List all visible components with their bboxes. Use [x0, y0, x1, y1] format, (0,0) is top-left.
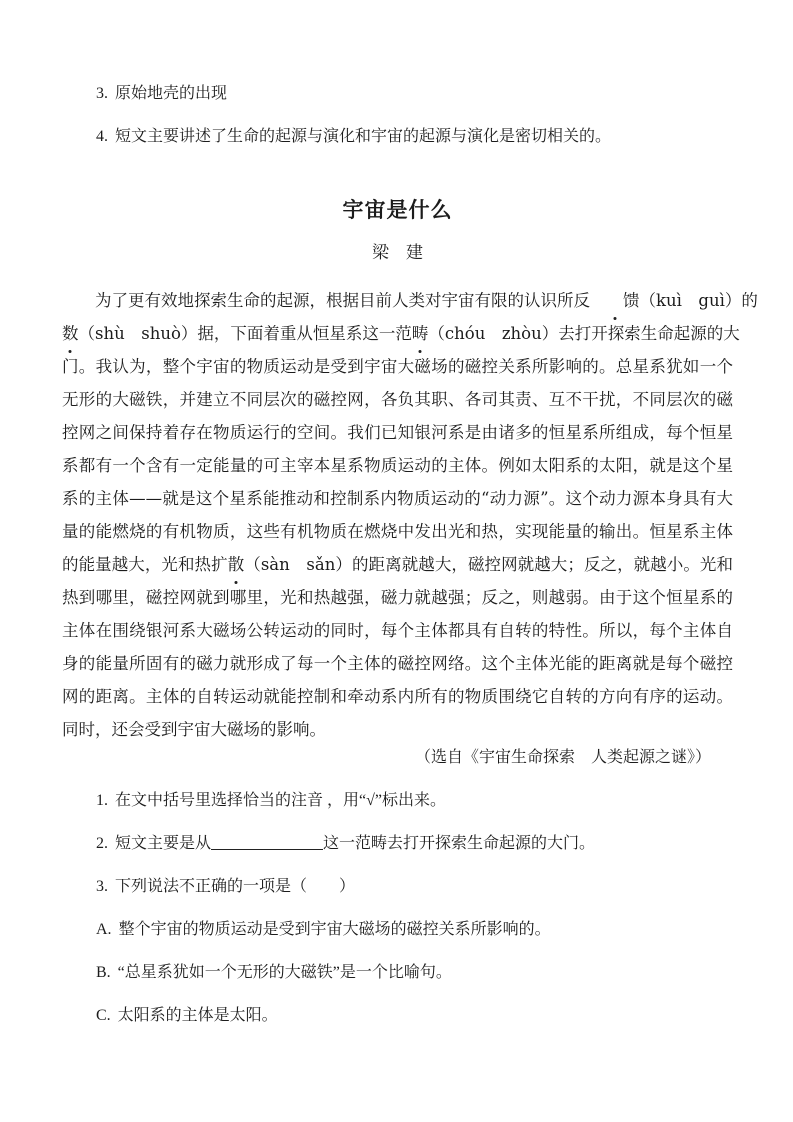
article-body-line: 系都有一个含有一定能量的可主宰本星系物质运动的主体。例如太阳系的太阳，就是这个星: [62, 456, 733, 475]
article-author: 梁 建: [372, 243, 423, 263]
article-body-line: 无形的大磁铁，并建立不同层次的磁控网，各负其职、各司其责、互不干扰，不同层次的磁: [62, 390, 733, 409]
article-body-line: 网的距离。主体的自转运动就能控制和牵动系内所有的物质围绕它自转的方向有序的运动。: [62, 687, 733, 706]
question-item: 3. 下列说法不正确的一项是（ ）: [96, 878, 356, 895]
prev-question-item: 4. 短文主要讲述了生命的起源与演化和宇宙的起源与演化是密切相关的。: [96, 128, 612, 145]
item-number: A.: [96, 921, 112, 938]
emphasis-char: 散: [228, 548, 245, 581]
option-item: B. “总星系犹如一个无形的大磁铁”是一个比喻句。: [96, 964, 452, 981]
article-title: 宇宙是什么: [342, 199, 453, 222]
article-body-line: 主体在围绕银河系大磁场公转运动的同时，每个主体都具有自转的特性。所以，每个主体自: [62, 621, 733, 640]
article-body-line: 的能量越大，光和热扩散（sàn sǎn）的距离就越大，磁控网就越大；反之，就越小。光和: [62, 548, 733, 581]
item-number: 3.: [96, 878, 108, 895]
article-body-line: 同时，还会受到宇宙大磁场的影响。: [62, 720, 326, 739]
prev-question-item: 3. 原始地壳的出现: [96, 85, 228, 102]
emphasis-char: 数: [62, 317, 79, 350]
article-body-line: 控网之间保持着存在物质运行的空间。我们已知银河系是由诸多的恒星系所组成，每个恒星: [62, 423, 733, 442]
article-body-line: 数（shù shuò）据，下面着重从恒星系这一范畴（chóu zhòu）去打开探索生命起源的大: [62, 317, 733, 350]
article-body: [62, 284, 758, 746]
article-body-line: 身的能量所固有的磁力就形成了每一个主体的磁控网络。这个主体光能的距离就是每个磁控: [62, 654, 733, 673]
question-item: 1. 在文中括号里选择恰当的注音 ，用“√”标出来。: [96, 792, 446, 809]
option-item: C. 太阳系的主体是太阳。: [96, 1007, 278, 1024]
item-number: 1.: [96, 792, 108, 809]
previous-questions-section: [62, 85, 733, 146]
fill-in-blank: [211, 835, 323, 850]
item-number: 2.: [96, 835, 108, 852]
option-item: A. 整个宇宙的物质运动是受到宇宙大磁场的磁控关系所影响的。: [96, 921, 551, 938]
article-body-line: 量的能燃烧的有机物质，这些有机物质在燃烧中发出光和热，实现能量的输出。恒星系主体: [62, 522, 733, 541]
article-body-line: 热到哪里，磁控网就到哪里，光和热越强，磁力就越强；反之，则越弱。由于这个恒星系的: [62, 588, 733, 607]
questions-section: [62, 792, 733, 1025]
article-body-line: 门。我认为，整个宇宙的物质运动是受到宇宙大磁场的磁控关系所影响的。总星系犹如一个: [62, 357, 733, 376]
emphasis-char: 畴: [412, 317, 429, 350]
article-source: （选自《宇宙生命探索 人类起源之谜》）: [414, 747, 711, 766]
item-number: C.: [96, 1007, 111, 1024]
emphasis-char: 馈: [590, 284, 640, 317]
item-number: 3.: [96, 85, 108, 102]
question-item: 2. 短文主要是从 这一范畴去打开探索生命起源的大门。: [96, 835, 596, 852]
article-body-line: 系的主体——就是这个星系能推动和控制系内物质运动的“动力源”。这个动力源本身具有大: [62, 489, 733, 508]
article-body-line: 为了更有效地探索生命的起源，根据目前人类对宇宙有限的认识所反 馈（kuì guì）的: [62, 284, 733, 317]
item-number: 4.: [96, 128, 108, 145]
item-number: B.: [96, 964, 111, 981]
